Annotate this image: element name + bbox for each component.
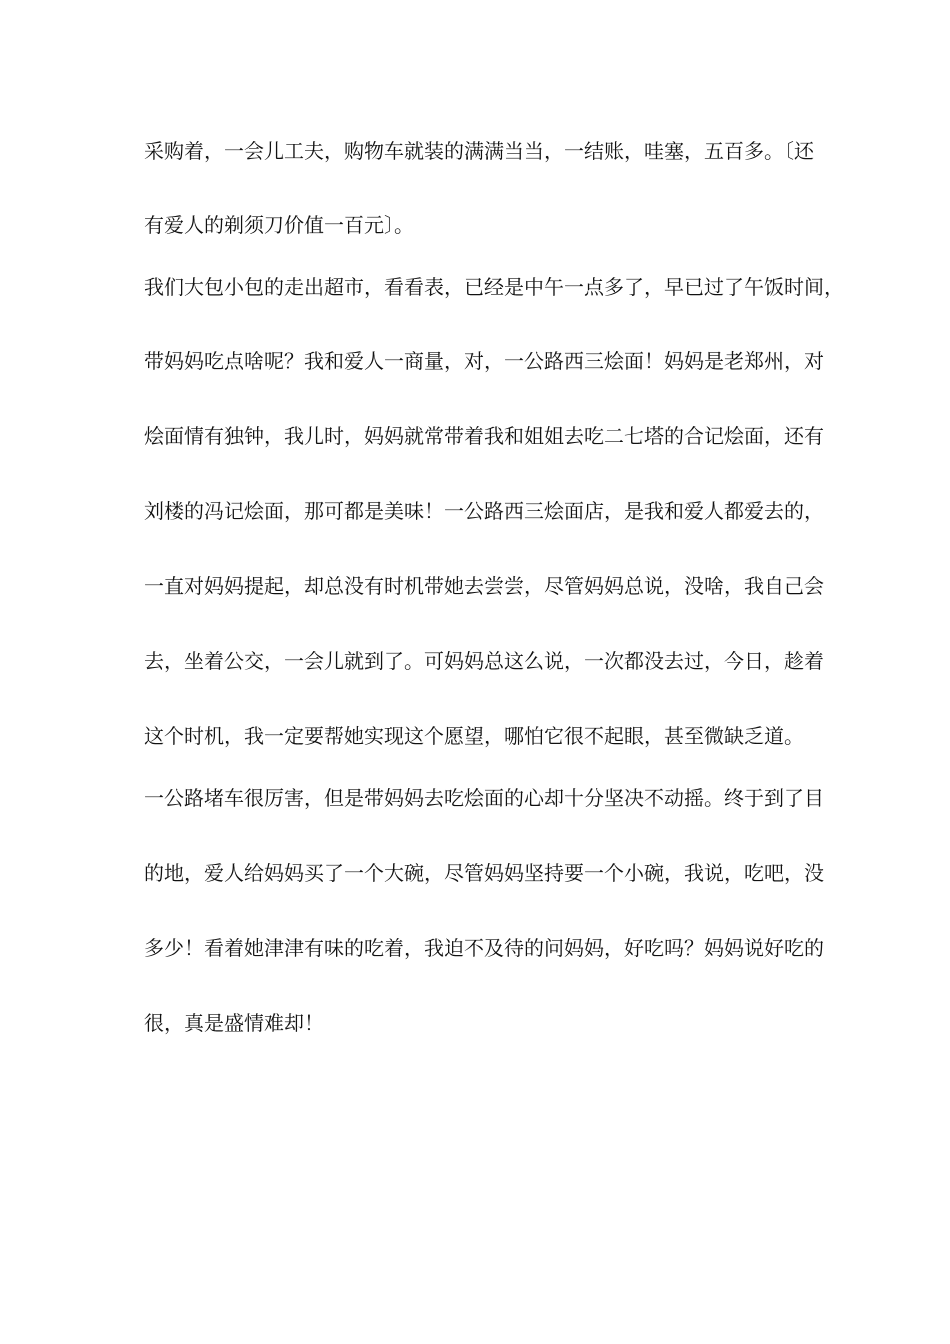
text-line-4: 带妈妈吃点啥呢？我和爱人一商量，对，一公路西三烩面！妈妈是老郑州，对	[144, 349, 824, 373]
text-line-1: 采购着，一会儿工夫，购物车就装的满满当当，一结账，哇塞，五百多。〔还	[144, 139, 814, 163]
text-line-12: 多少！看着她津津有味的吃着，我迫不及待的问妈妈，好吃吗？妈妈说好吃的	[144, 936, 824, 960]
text-line-8: 去，坐着公交，一会儿就到了。可妈妈总这么说，一次都没去过，今日，趁着	[144, 649, 824, 673]
text-line-9: 这个时机，我一定要帮她实现这个愿望，哪怕它很不起眼，甚至微缺乏道。	[144, 724, 804, 748]
text-line-13: 很，真是盛情难却！	[144, 1011, 324, 1035]
text-line-6: 刘楼的冯记烩面，那可都是美味！一公路西三烩面店，是我和爱人都爱去的，	[144, 499, 824, 523]
text-line-7: 一直对妈妈提起，却总没有时机带她去尝尝，尽管妈妈总说，没啥，我自己会	[144, 574, 824, 598]
text-line-11: 的地，爱人给妈妈买了一个大碗，尽管妈妈坚持要一个小碗，我说，吃吧，没	[144, 861, 824, 885]
text-line-2: 有爱人的剃须刀价值一百元〕。	[144, 213, 414, 237]
text-line-3: 我们大包小包的走出超市，看看表，已经是中午一点多了，早已过了午饭时间，	[144, 275, 844, 299]
text-line-5: 烩面情有独钟，我儿时，妈妈就常带着我和姐姐去吃二七塔的合记烩面，还有	[144, 424, 824, 448]
text-line-10: 一公路堵车很厉害，但是带妈妈去吃烩面的心却十分坚决不动摇。终于到了目	[144, 786, 824, 810]
